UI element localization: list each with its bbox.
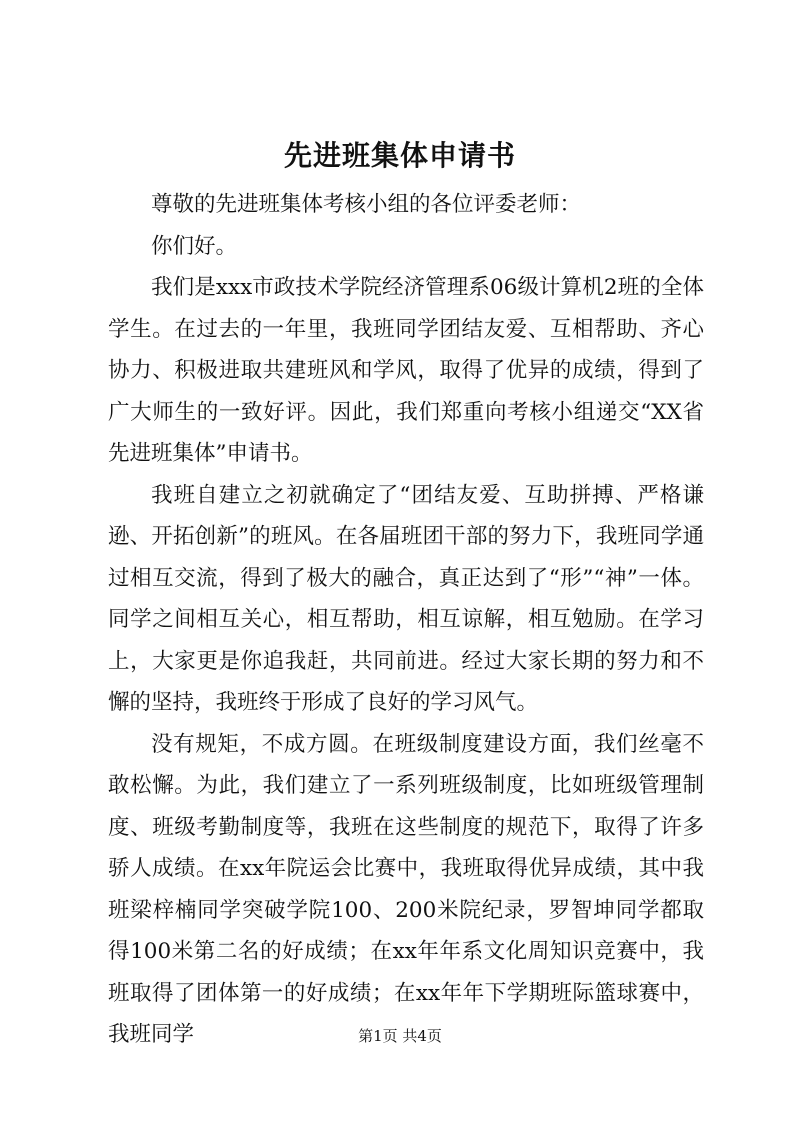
page-title: 先进班集体申请书	[283, 139, 516, 172]
document-body	[108, 184, 704, 1056]
paragraph: 我班自建立之初就确定了“团结友爱、互助拼搏、严格谦逊、开拓创新”的班风。在各届班团干部的努力下，我班同学通过相互交流，得到了极大的融合，真正达到了“形”“神”一体。同学之间相互关心，相互帮助，相互谅解，相互勉励。在学习上，大家更是你追我赶，共同前进。经过大家长期的努力和不懈的坚持，我班终于形成了良好的学习风气。	[108, 482, 704, 715]
greeting: 你们好。	[151, 233, 238, 259]
page-footer: 第1页 共4页	[358, 1027, 442, 1045]
paragraph: 我们是xxx市政技术学院经济管理系06级计算机2班的全体学生。在过去的一年里，我班同学团结友爱、互相帮助、齐心协力、积极进取共建班风和学风，取得了优异的成绩，得到了广大师生的一致好评。因此，我们郑重向考核小组递交“XX省先进班集体”申请书。	[108, 275, 704, 466]
salutation: 尊敬的先进班集体考核小组的各位评委老师：	[151, 192, 582, 217]
paragraph: 没有规矩，不成方圆。在班级制度建设方面，我们丝毫不敢松懈。为此，我们建立了一系列班级制度，比如班级管理制度、班级考勤制度等，我班在这些制度的规范下，取得了许多骄人成绩。在xx年院运会比赛中，我班取得优异成绩，其中我班梁梓楠同学突破学院100、200米院纪录，罗智坤同学都取得100米第二名的好成绩；在xx年年系文化周知识竞赛中，我班取得了团体第一的好成绩；在xx年年下学期班际篮球赛中，我班同学	[108, 731, 704, 1047]
